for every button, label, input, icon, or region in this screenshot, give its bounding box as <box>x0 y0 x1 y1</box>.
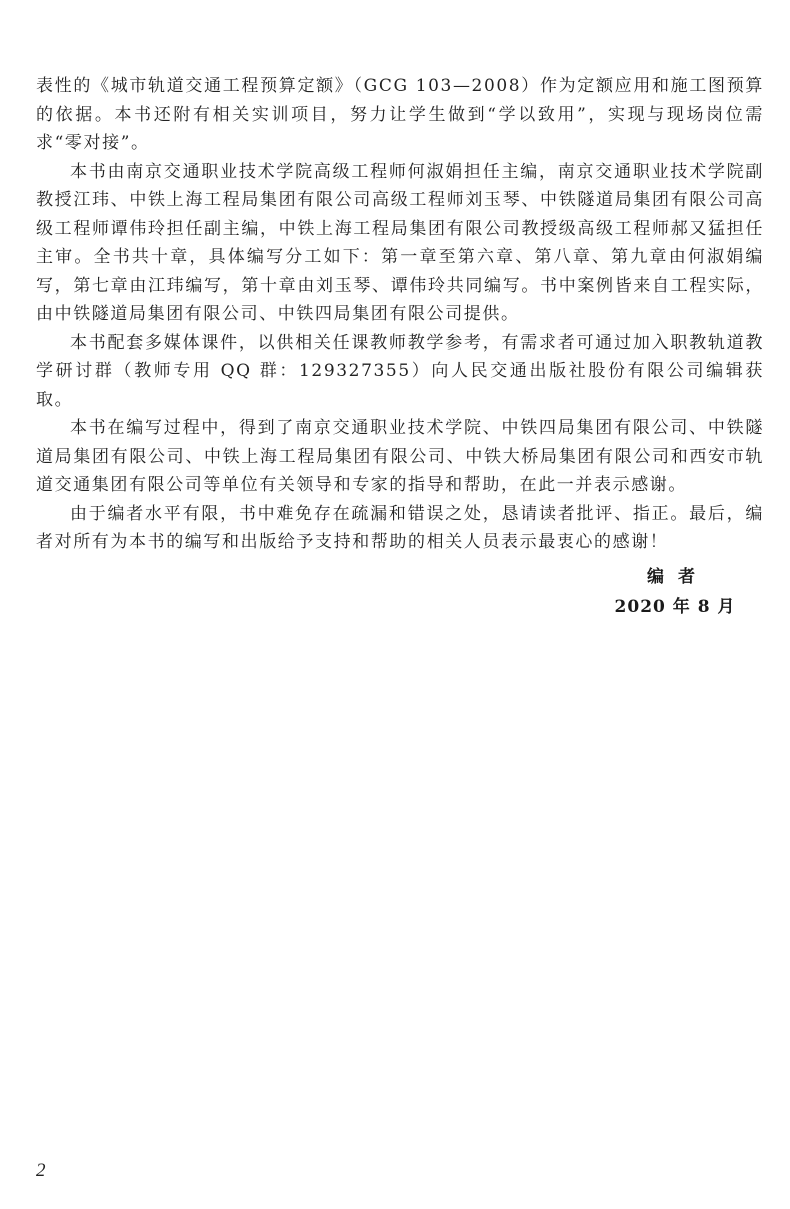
signature-author: 编者 <box>647 567 709 587</box>
signature-block <box>600 562 750 622</box>
page-number: 2 <box>36 1160 46 1181</box>
paragraph-acknowledgement: 本书在编写过程中，得到了南京交通职业技术学院、中铁四局集团有限公司、中铁隧道局集团有限公司、中铁上海工程局集团有限公司、中铁大桥局集团有限公司和西安市轨道交通集团有限公司等单位有关领导和专家的指导和帮助，在此一并表示感谢。 <box>36 418 764 495</box>
paragraph-authors: 本书由南京交通职业技术学院高级工程师何淑娟担任主编，南京交通职业技术学院副教授江玮、中铁上海工程局集团有限公司高级工程师刘玉琴、中铁隧道局集团有限公司高级工程师谭伟玲担任副主编，中铁上海工程局集团有限公司教授级高级工程师郝又猛担任主审。全书共十章，具体编写分工如下：第一章至第六章、第八章、第九章由何淑娟编写，第七章由江玮编写，第十章由刘玉琴、谭伟玲共同编写。书中案例皆来自工程实际，由中铁隧道局集团有限公司、中铁四局集团有限公司提供。 <box>36 161 764 324</box>
signature-date: 2020 年 8 月 <box>614 597 736 617</box>
paragraph-courseware: 本书配套多媒体课件，以供相关任课教师教学参考，有需求者可通过加入职教轨道教学研讨群（教师专用 QQ 群：129327355）向人民交通出版社股份有限公司编辑获取。 <box>36 332 764 410</box>
paragraph-closing: 由于编者水平有限，书中难免存在疏漏和错误之处，恳请读者批评、指正。最后，编者对所有为本书的编写和出版给予支持和帮助的相关人员表示最衷心的感谢！ <box>36 503 764 552</box>
paragraph-continuation: 表性的《城市轨道交通工程预算定额》（GCG 103—2008）作为定额应用和施工图预算的依据。本书还附有相关实训项目，努力让学生做到“学以致用”，实现与现场岗位需求“零对接”。 <box>36 76 764 153</box>
preface-body <box>36 72 764 557</box>
